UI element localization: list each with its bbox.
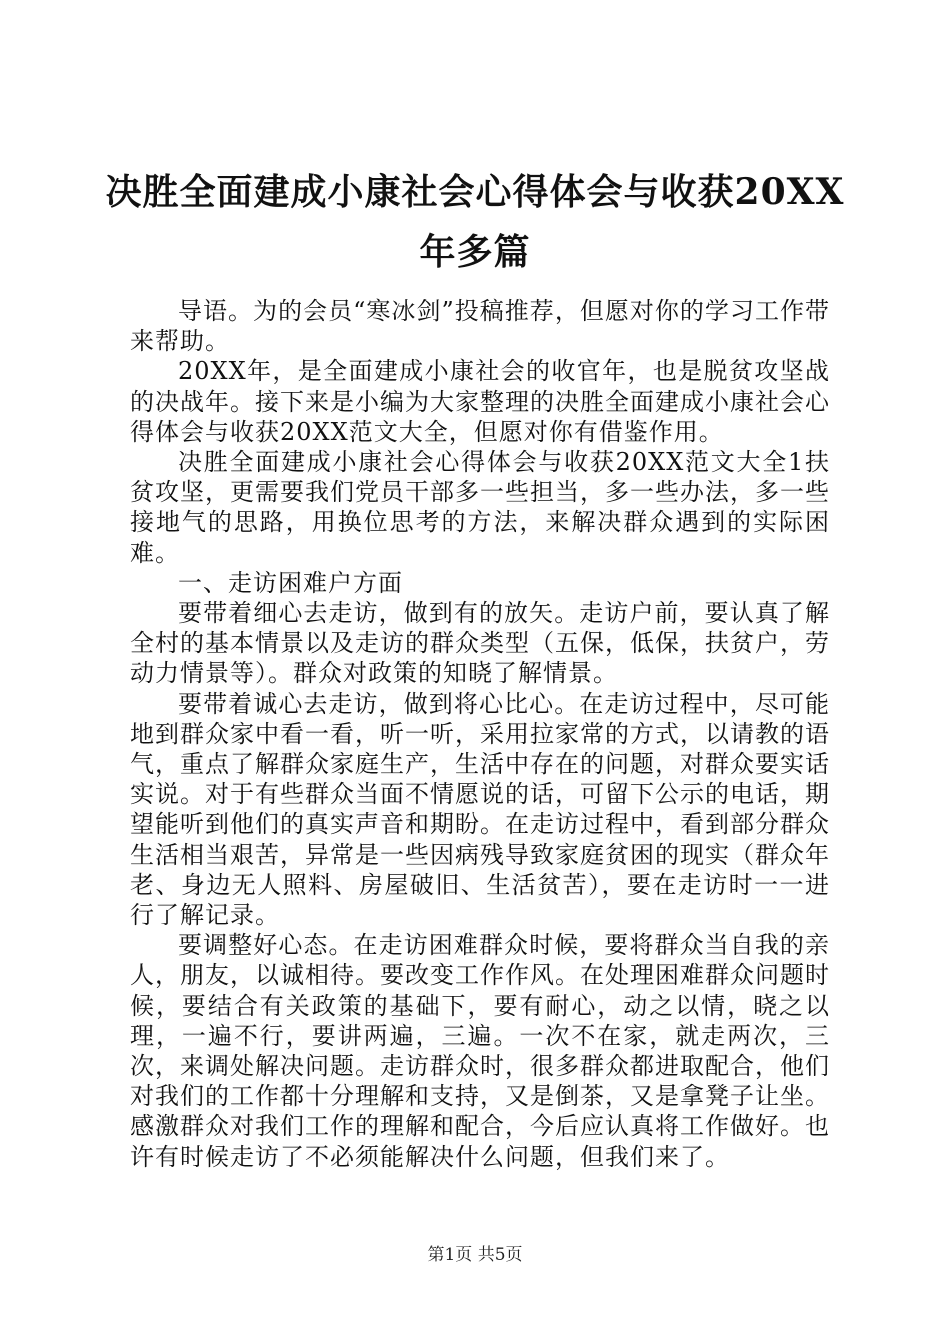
title-line-1: 决胜全面建成小康社会心得体会与收获20XX <box>105 171 845 213</box>
document-body <box>130 296 830 1172</box>
paragraph-essay-1-opening: 决胜全面建成小康社会心得体会与收获20XX范文大全1扶贫攻坚，更需要我们党员干部多一些担当，多一些办法，多一些接地气的思路，用换位思考的方法，来解决群众遇到的实际困难。 <box>130 448 830 567</box>
paragraph-attitude: 要调整好心态。在走访困难群众时候，要将群众当自我的亲人，朋友，以诚相待。要改变工作作风。在处理困难群众问题时候，要结合有关政策的基础下，要有耐心，动之以情，晓之以理，一遍不行，要讲两遍，三遍。一次不在家，就走两次，三次，来调处解决问题。走访群众时，很多群众都进取配合，他们对我们的工作都十分理解和支持，又是倒茶，又是拿凳子让坐。感激群众对我们工作的理解和配合，今后应认真将工作做好。也许有时候走访了不必须能解决什么问题，但我们来了。 <box>130 931 830 1171</box>
title-line-2: 年多篇 <box>419 231 531 273</box>
paragraph-intro: 导语。为的会员“寒冰剑”投稿推荐，但愿对你的学习工作带来帮助。 <box>130 297 830 356</box>
paragraph-background: 20XX年，是全面建成小康社会的收官年，也是脱贫攻坚战的决战年。接下来是小编为大家整理的决胜全面建成小康社会心得体会与收获20XX范文大全，但愿对你有借鉴作用。 <box>130 357 830 446</box>
paragraph-sincere-visit: 要带着诚心去走访，做到将心比心。在走访过程中，尽可能地到群众家中看一看，听一听，采用拉家常的方式，以请教的语气，重点了解群众家庭生产，生活中存在的问题，对群众要实话实说。对于有些群众当面不情愿说的话，可留下公示的电话，期望能听到他们的真实声音和期盼。在走访过程中，看到部分群众生活相当艰苦，异常是一些因病残导致家庭贫困的现实（群众年老、身边无人照料、房屋破旧、生活贫苦），要在走访时一一进行了解记录。 <box>130 689 830 930</box>
paragraph-careful-visit: 要带着细心去走访，做到有的放矢。走访户前，要认真了解全村的基本情景以及走访的群众类型（五保，低保，扶贫户，劳动力情景等）。群众对政策的知晓了解情景。 <box>130 599 830 688</box>
section-heading: 一、走访困难户方面 <box>178 568 403 597</box>
page-indicator: 第1页 共5页 <box>427 1245 523 1265</box>
document-title <box>80 162 870 282</box>
page-footer <box>0 1245 950 1265</box>
